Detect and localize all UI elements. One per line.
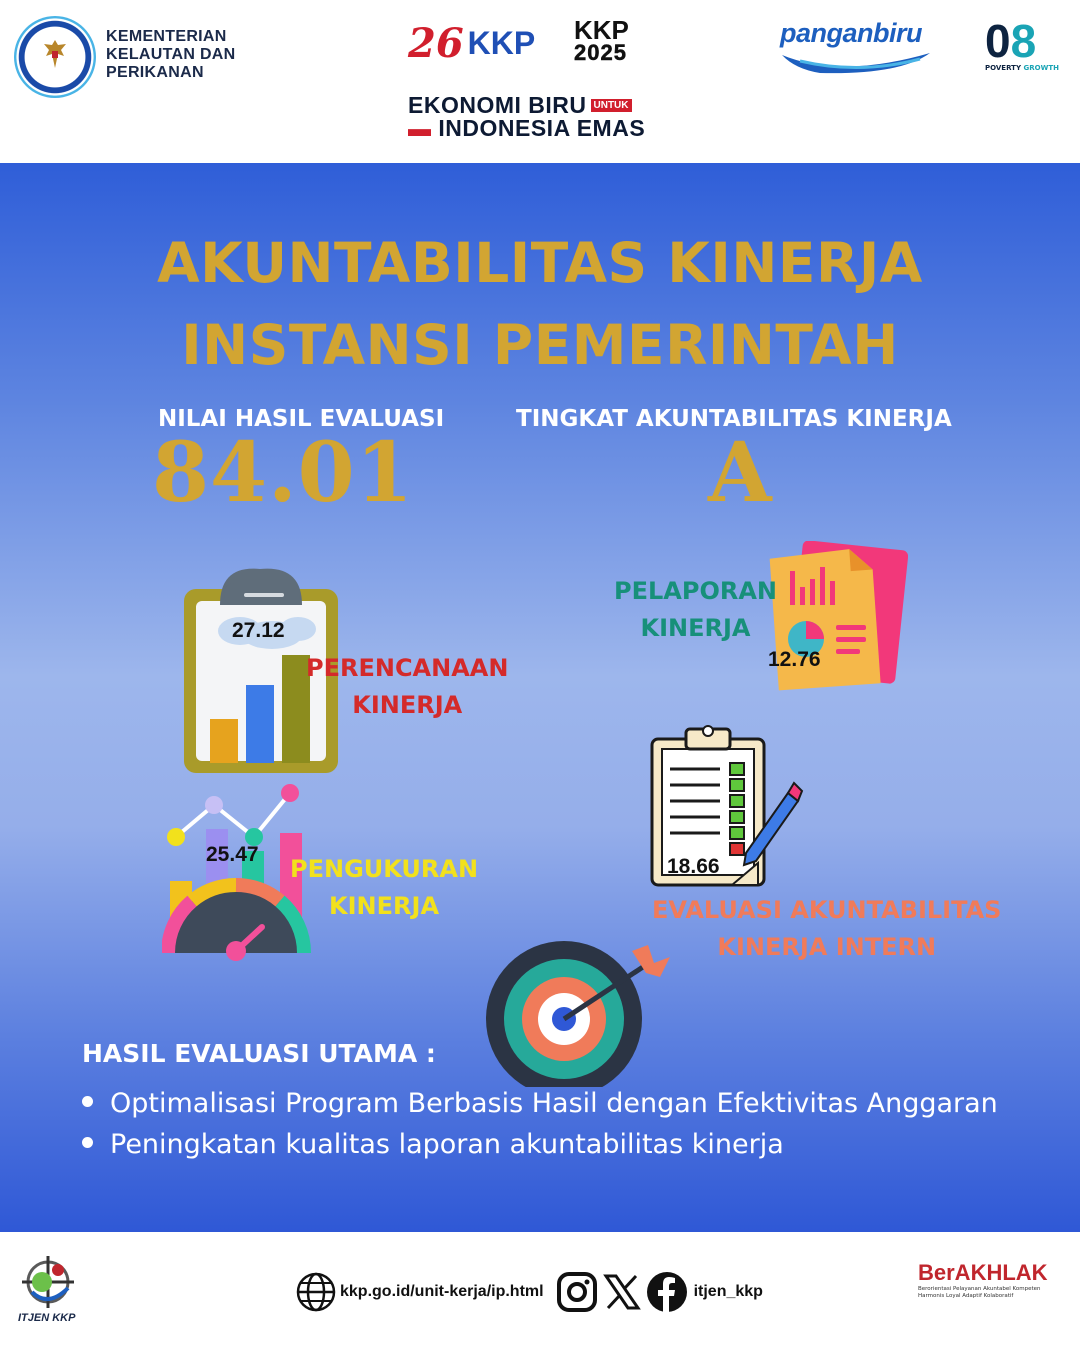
pelaporan-label-line1: PELAPORAN	[614, 577, 777, 605]
evaluasi-value: 18.66	[667, 855, 720, 878]
eight-digit-right: 8	[1010, 15, 1037, 67]
pelaporan-label-line2: KINERJA	[640, 614, 751, 642]
pengukuran-label-line2: KINERJA	[329, 892, 440, 920]
ministry-line-3: PERIKANAN	[106, 64, 204, 81]
kkp-26-logo	[408, 18, 535, 68]
pengukuran-value: 25.47	[206, 843, 259, 866]
bullet-icon	[82, 1137, 93, 1148]
evaluasi-label	[652, 892, 1001, 966]
ekonomi-biru-logo: EKONOMI BIRU $^{UNTUK}$ ▬ INDONESIA EMAS	[408, 92, 646, 141]
itjen-caption: ITJEN KKP	[18, 1312, 76, 1324]
perencanaan-label-line2: KINERJA	[352, 691, 463, 719]
eight-sub-left: POVERTY	[985, 64, 1022, 72]
ekonomi-line1: EKONOMI BIRU	[408, 92, 587, 118]
list-item	[76, 1124, 998, 1165]
instagram-icon[interactable]	[556, 1271, 598, 1313]
hasil-title: HASIL EVALUASI UTAMA :	[82, 1039, 436, 1068]
anniv-text: KKP	[467, 24, 536, 61]
x-icon[interactable]	[602, 1272, 642, 1312]
level-value: A	[708, 425, 772, 521]
wave-icon	[780, 49, 940, 79]
itjen-emblem-icon	[18, 1252, 78, 1312]
globe-icon[interactable]	[296, 1272, 336, 1312]
pengukuran-label	[290, 851, 478, 925]
facebook-icon[interactable]	[646, 1271, 688, 1313]
hasil-item-1: Optimalisasi Program Berbasis Hasil dengan Efektivitas Anggaran	[110, 1088, 998, 1119]
target-arrow-icon	[482, 941, 682, 1087]
berakhlak-tag-line2: Harmonis Loyal Adaptif Kolaboratif	[918, 1293, 1014, 1299]
level-label: TINGKAT AKUNTABILITAS KINERJA	[516, 406, 952, 432]
pelaporan-label	[614, 573, 777, 647]
evaluasi-label-line1: EVALUASI AKUNTABILITAS	[652, 896, 1002, 924]
berakhlak-word: BerAKHLAK	[918, 1260, 1048, 1285]
website-link[interactable]: kkp.go.id/unit-kerja/ip.html	[340, 1283, 544, 1300]
itjen-logo	[18, 1252, 88, 1332]
hasil-item-2: Peningkatan kualitas laporan akuntabilitas kinerja	[110, 1129, 784, 1160]
berakhlak-tag-line1: Berorientasi Pelayanan Akuntabel Kompeten	[918, 1286, 1041, 1292]
kkp2025-line2: 2025	[574, 40, 627, 65]
list-item	[76, 1083, 998, 1124]
main-panel	[0, 163, 1080, 1232]
perencanaan-label-line1: PERENCANAAN	[306, 654, 509, 682]
kkp-emblem-logo	[14, 16, 96, 98]
berakhlak-logo	[918, 1260, 1068, 1330]
ekonomi-badge: UNTUK	[591, 99, 632, 112]
eight-logo	[985, 15, 1065, 80]
pengukuran-label-line1: PENGUKURAN	[290, 855, 479, 883]
perencanaan-value: 27.12	[232, 619, 285, 642]
title-line-2: INSTANSI PEMERINTAH	[181, 313, 899, 377]
score-label: NILAI HASIL EVALUASI	[158, 406, 445, 432]
panganbiru-logo	[780, 18, 940, 78]
anniv-number: 26	[408, 19, 464, 67]
perencanaan-label	[306, 650, 508, 724]
pelaporan-value: 12.76	[768, 648, 821, 671]
header	[0, 0, 1080, 163]
footer-links	[296, 1270, 763, 1314]
ekonomi-line2: INDONESIA EMAS	[438, 115, 646, 141]
bullet-icon	[82, 1096, 93, 1107]
ministry-line-1: KEMENTERIAN	[106, 28, 227, 45]
eight-sub-right: GROWTH	[1023, 64, 1059, 72]
ministry-line-2: KELAUTAN DAN	[106, 46, 236, 63]
hasil-list	[76, 1083, 998, 1165]
title-line-1: AKUNTABILITAS KINERJA	[157, 231, 923, 295]
ministry-name	[106, 28, 236, 82]
eight-digit-left: 0	[985, 15, 1011, 67]
kkp-2025-logo	[574, 15, 662, 70]
kkp2025-line1: KKP	[574, 15, 629, 45]
garuda-icon	[42, 38, 68, 70]
footer	[0, 1232, 1080, 1350]
panganbiru-word: panganbiru	[780, 18, 922, 48]
score-value: 84.01	[152, 425, 414, 521]
social-handle[interactable]: itjen_kkp	[693, 1283, 763, 1300]
evaluasi-label-line2: KINERJA INTERN	[717, 933, 937, 961]
